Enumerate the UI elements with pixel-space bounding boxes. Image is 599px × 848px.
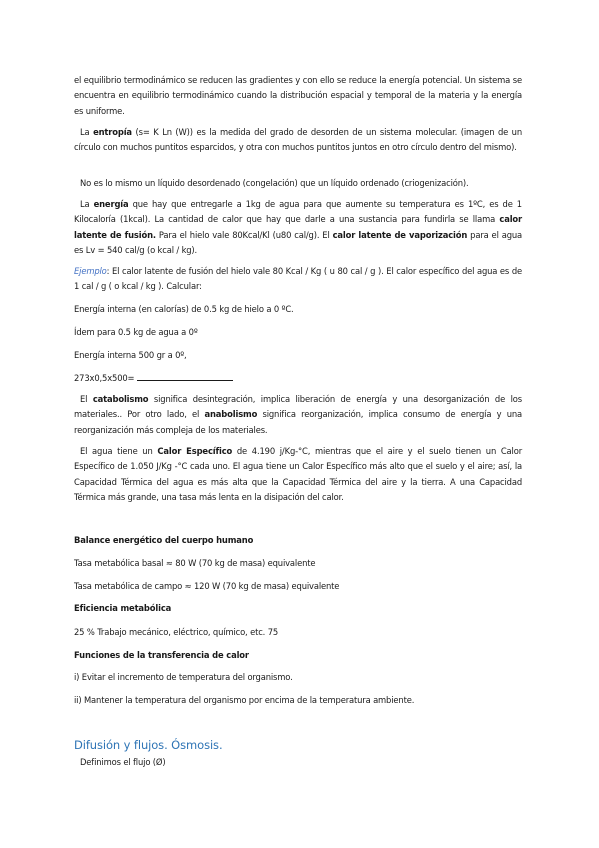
term-entropia: entropía [93,127,132,137]
subheading-balance: Balance energético del cuerpo humano [74,535,254,545]
paragraph-specific-heat: El agua tiene un Calor Específico de 4.190 j/Kg-°C, mientras que el aire y el suelo tienen un Calor Específico de 1.050 J/Kg -°C cada uno. El agua tiene un Calor Específico más alto que el suelo y el aire; así, la Capacidad Térmica del agua es más alta que la Capacidad Térmica del aire y la tierra. A una Capacidad Térmica más grande, una tasa más lenta en la disipación del calor. [74,446,522,503]
paragraph-metabolism: El catabolismo significa desintegración, implica liberación de energía y una desorganización de los materiales.. Por otro lado, el anabolismo significa reorganización, implica consumo de energía y una reorganización más compleja de los materiales. [74,394,523,435]
paragraph-calculation: 273x0,5x500= [74,371,522,386]
answer-blank-line [137,372,233,381]
paragraph-basal-rate: Tasa metabólica basal ≈ 80 W (70 kg de masa) equivalente [74,558,316,568]
paragraph-efficiency: 25 % Trabajo mecánico, eléctrico, químico, etc. 75 [74,627,279,637]
paragraph-question-2: Ídem para 0.5 kg de agua a 0º [74,327,198,337]
paragraph-flow: Definimos el flujo (Ø) [80,757,166,767]
section-heading-diffusion: Difusión y flujos. Ósmosis. [74,738,223,752]
example-label: Ejemplo [74,266,107,276]
paragraph-question-1: Energía interna (en calorías) de 0.5 kg de hielo a 0 ºC. [74,304,294,314]
subheading-efficiency: Eficiencia metabólica [74,603,172,613]
paragraph-entropy: La entropía (s= K Ln (W)) es la medida del grado de desorden de un sistema molecular. (imagen de un círculo con muchos puntitos esparcidos, y otra con muchos puntitos juntos en otro círculo dentro del mismo). [74,127,523,153]
list-item-function-2: ii) Mantener la temperatura del organismo por encima de la temperatura ambiente. [74,695,415,705]
paragraph-example: Ejemplo: El calor latente de fusión del hielo vale 80 Kcal / Kg ( u 80 cal / g ). El calor específico del agua es de 1 cal / g ( o kcal / kg ). Calcular: [74,266,522,292]
paragraph-energy: La energía que hay que entregarle a 1kg de agua para que aumente su temperatura es 1ºC, es de 1 Kilocaloría (1kcal). La cantidad de calor que hay que darle a una sustancia para fundirla se llama calor latente de fusión. Para el hielo vale 80Kcal/Kl (u80 cal/g). El calor latente de vaporización para el agua es Lv = 540 cal/g (o kcal / kg). [74,199,522,256]
subheading-functions: Funciones de la transferencia de calor [74,650,249,660]
list-item-function-1: i) Evitar el incremento de temperatura del organismo. [74,672,293,682]
paragraph-liquid: No es lo mismo un líquido desordenado (congelación) que un líquido ordenado (criogenización). [80,178,469,188]
paragraph-equilibrium: el equilibrio termodinámico se reducen las gradientes y con ello se reduce la energía potencial. Un sistema se encuentra en equilibrio termodinámico cuando la distribución espacial y temporal de la materia y la energía es uniforme. [74,75,522,116]
paragraph-internal-energy: Energía interna 500 gr a 0º, [74,350,187,360]
paragraph-field-rate: Tasa metabólica de campo ≈ 120 W (70 kg de masa) equivalente [74,581,340,591]
